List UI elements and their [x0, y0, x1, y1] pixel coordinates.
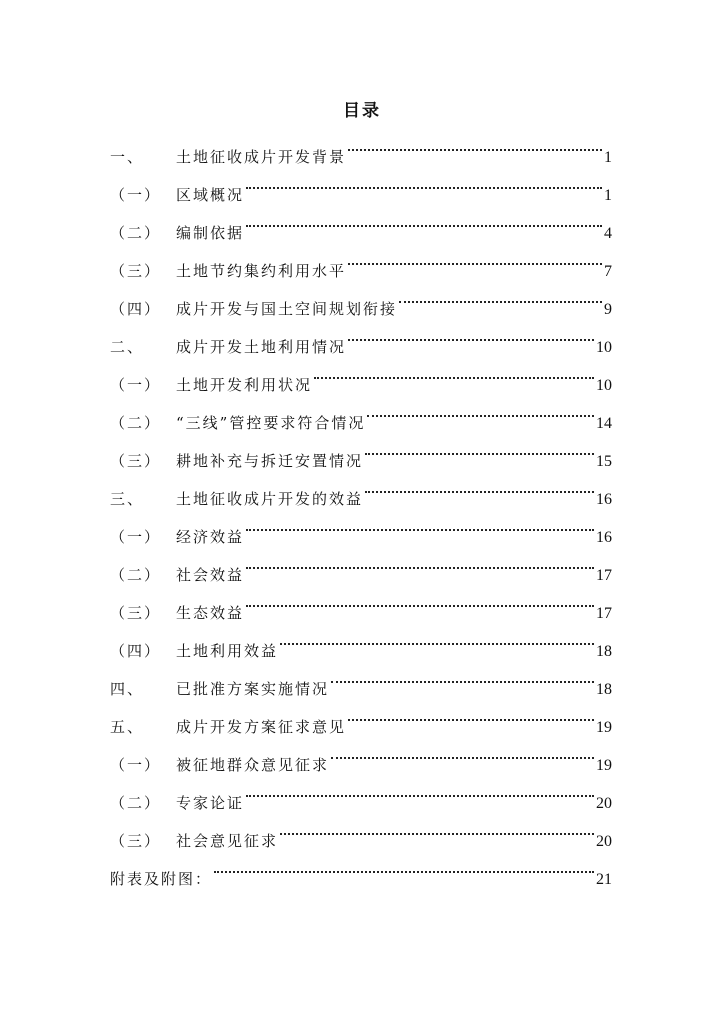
toc-entry-page-number: 15: [596, 453, 612, 470]
toc-entry-page-number: 1: [604, 187, 612, 204]
toc-leader-dots: [246, 580, 594, 618]
toc-entry-number: 四、: [110, 680, 145, 698]
toc-entry-title: 成片开发方案征求意见: [176, 718, 347, 736]
toc-entry-page-number: 16: [596, 529, 612, 546]
toc-entry-page-number: 17: [596, 567, 612, 584]
toc-entry-title: 生态效益: [176, 604, 245, 622]
toc-entry-number: 五、: [110, 718, 145, 736]
toc-entry-page-number: 7: [604, 263, 612, 280]
toc-entry-number: （二）: [110, 566, 162, 584]
toc-entry-page-number: 1: [604, 149, 612, 166]
toc-leader-dots: [399, 276, 602, 314]
toc-entry-number: （四）: [110, 300, 162, 318]
toc-leader-dots: [331, 656, 594, 694]
toc-leader-dots: [367, 390, 594, 428]
toc-leader-dots: [348, 238, 602, 276]
toc-entry-page-number: 4: [604, 225, 612, 242]
toc-entry-number: （三）: [110, 832, 162, 850]
toc-leader-dots: [365, 428, 594, 466]
toc-entry-number: （二）: [110, 794, 162, 812]
toc-entry-title: 土地开发利用状况: [176, 376, 313, 394]
toc-entry-number: （二）: [110, 224, 162, 242]
toc-leader-dots: [331, 732, 594, 770]
toc-entry-page-number: 20: [596, 833, 612, 850]
toc-leader-dots: [280, 618, 594, 656]
toc-leader-dots: [348, 694, 594, 732]
toc-entry-title: 经济效益: [176, 528, 245, 546]
toc-entry-page-number: 21: [596, 871, 612, 888]
toc-entry[interactable]: [110, 124, 612, 166]
toc-leader-dots: [314, 352, 594, 390]
toc-entry-number: （二）: [110, 414, 162, 432]
toc-entry-number: （三）: [110, 604, 162, 622]
toc-entry-title: 土地征收成片开发的效益: [176, 490, 364, 508]
toc-entry-page-number: 18: [596, 681, 612, 698]
toc-entry-title: 土地利用效益: [176, 642, 279, 660]
toc-list: [110, 124, 612, 888]
toc-leader-dots: [246, 200, 602, 238]
toc-entry-page-number: 17: [596, 605, 612, 622]
toc-entry-title: 土地节约集约利用水平: [176, 262, 347, 280]
toc-leader-dots: [348, 314, 594, 352]
toc-entry-number: （一）: [110, 756, 162, 774]
toc-leader-dots: [246, 162, 602, 200]
toc-entry-page-number: 14: [596, 415, 612, 432]
toc-leader-dots: [214, 846, 594, 884]
toc-entry-title: 区域概况: [176, 186, 245, 204]
toc-entry-number: （四）: [110, 642, 162, 660]
toc-leader-dots: [246, 504, 594, 542]
toc-leader-dots: [348, 124, 602, 162]
toc-entry-title: 成片开发土地利用情况: [176, 338, 347, 356]
toc-entry-title: 耕地补充与拆迁安置情况: [176, 452, 364, 470]
toc-entry-number: （三）: [110, 452, 162, 470]
toc-entry-title: 被征地群众意见征求: [176, 756, 330, 774]
toc-entry-title: “三线”管控要求符合情况: [176, 414, 366, 432]
toc-entry-page-number: 18: [596, 643, 612, 660]
toc-entry-title: 社会效益: [176, 566, 245, 584]
toc-entry-page-number: 19: [596, 757, 612, 774]
toc-entry-title: 专家论证: [176, 794, 245, 812]
toc-entry-title: 编制依据: [176, 224, 245, 242]
toc-entry-title: 社会意见征求: [176, 832, 279, 850]
toc-entry-page-number: 20: [596, 795, 612, 812]
toc-leader-dots: [280, 808, 594, 846]
toc-title: 目录: [343, 101, 381, 121]
toc-entry-number: （三）: [110, 262, 162, 280]
toc-entry-number: 三、: [110, 490, 145, 508]
toc-leader-dots: [365, 466, 594, 504]
toc-entry-page-number: 19: [596, 719, 612, 736]
toc-entry-title: 成片开发与国土空间规划衔接: [176, 300, 398, 318]
toc-entry-number: 一、: [110, 148, 145, 166]
toc-entry-title: 已批准方案实施情况: [176, 680, 330, 698]
toc-entry-title: 附表及附图：: [110, 870, 213, 888]
toc-leader-dots: [246, 542, 594, 580]
toc-leader-dots: [246, 770, 594, 808]
toc-entry-number: 二、: [110, 338, 145, 356]
toc-entry-page-number: 10: [596, 339, 612, 356]
toc-entry-number: （一）: [110, 186, 162, 204]
toc-entry-page-number: 16: [596, 491, 612, 508]
toc-entry-page-number: 9: [604, 301, 612, 318]
toc-entry-number: （一）: [110, 376, 162, 394]
toc-entry-page-number: 10: [596, 377, 612, 394]
toc-entry-title: 土地征收成片开发背景: [176, 148, 347, 166]
toc-entry-number: （一）: [110, 528, 162, 546]
